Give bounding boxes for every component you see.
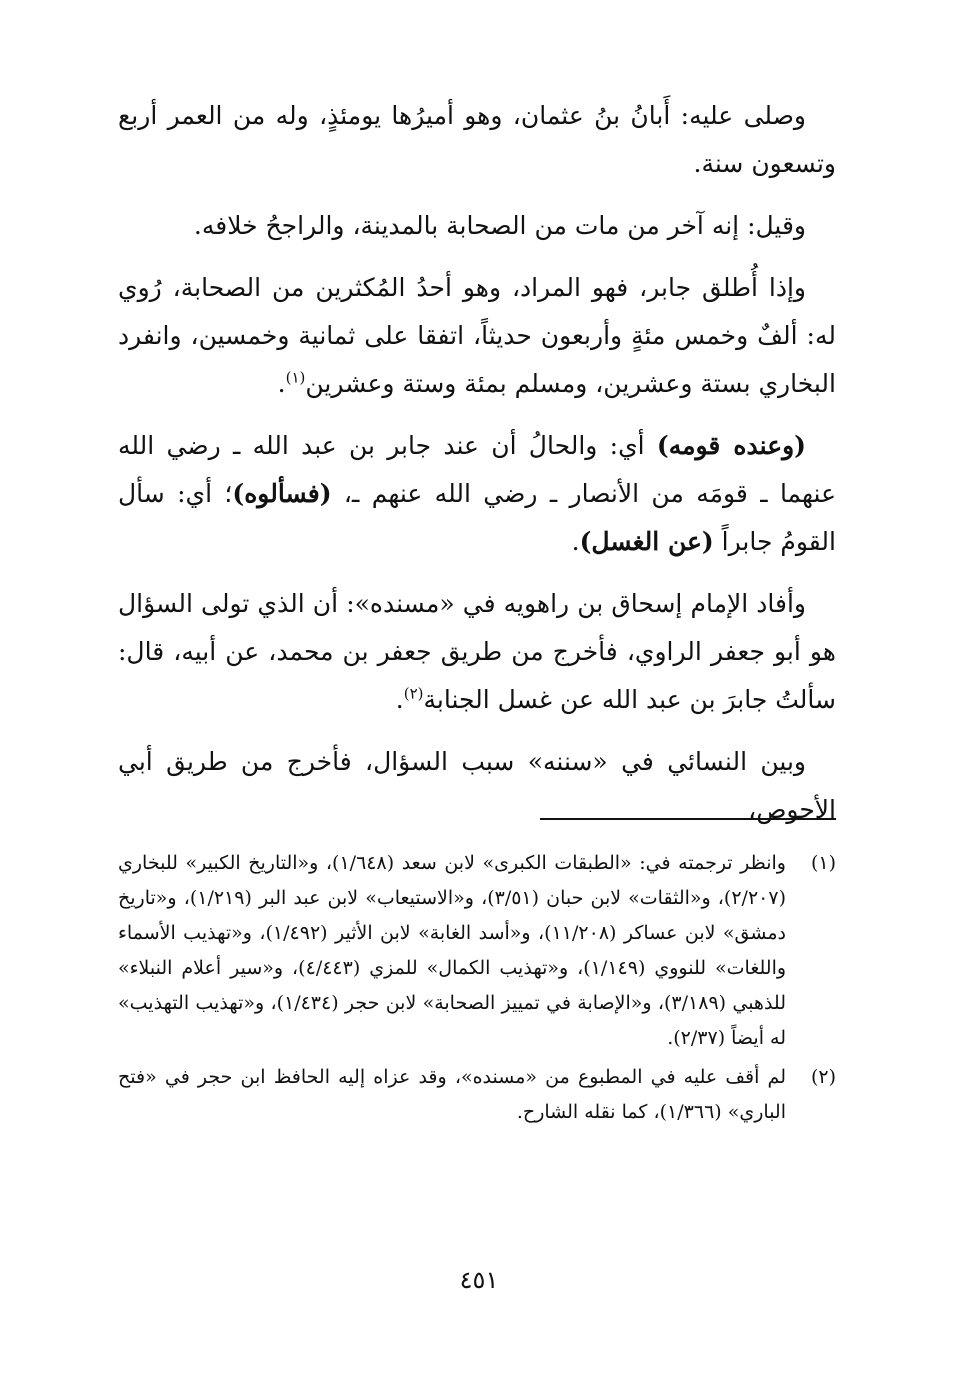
footnote-separator (540, 818, 836, 820)
paragraph-2-text: وقيل: إنه آخر من مات من الصحابة بالمدينة، والراجحُ خلافه. (193, 211, 806, 240)
footnote-1-number: (١) (810, 852, 836, 874)
main-text (118, 92, 836, 848)
paragraph-1 (118, 92, 836, 188)
paragraph-2 (118, 202, 836, 250)
paragraph-4 (118, 422, 836, 566)
footnote-ref-2[interactable]: (٢) (403, 684, 424, 703)
paragraph-1-text: وصلى عليه: أَبانُ بنُ عثمان، وهو أميرُها يومئذٍ، وله من العمر أربع وتسعون سنة. (118, 101, 836, 178)
footnote-2-number: (٢) (810, 1066, 836, 1088)
paragraph-3-end: . (277, 369, 286, 398)
paragraph-3-text: وإذا أُطلق جابر، فهو المراد، وهو أحدُ المُكثرين من الصحابة، رُوي له: ألفٌ وخمس مئةٍ وأربعون حديثاً، اتفقا على ثمانية وخمسين، وانفرد البخاري بستة وعشرين، ومسلم بمئة وستة وعشرين (118, 273, 836, 398)
paragraph-4-text-2: ؛ أي: سأل القومُ جابراً (118, 479, 836, 556)
paragraph-5 (118, 580, 836, 724)
paragraph-3 (118, 264, 836, 408)
bold-phrase-2: (فسألوه) (232, 479, 332, 508)
footnote-ref-1[interactable]: (١) (285, 368, 306, 387)
footnote-1 (118, 846, 836, 1056)
footnotes (118, 846, 836, 1134)
bold-phrase-3: (عن الغسل) (579, 527, 714, 556)
footnote-2-text: لم أقف عليه في المطبوع من «مسنده»، وقد عزاه إليه الحافظ ابن حجر في «فتح الباري» (١/٣٦٦)، كما نقله الشارح. (118, 1066, 786, 1123)
paragraph-5-text: وأفاد الإمام إسحاق بن راهويه في «مسنده»: أن الذي تولى السؤال هو أبو جعفر الراوي، فأخرج من طريق جعفر بن محمد، عن أبيه، قال: سألتُ جابرَ بن عبد الله عن غسل الجنابة (118, 589, 836, 714)
paragraph-4-text-1: أي: والحالُ أن عند جابر بن عبد الله ـ رضي الله عنهما ـ قومَه من الأنصار ـ رضي الله عنهم ـ، (118, 431, 836, 508)
paragraph-5-end: . (395, 685, 404, 714)
page-number: ٤٥١ (459, 1266, 499, 1294)
paragraph-4-end: . (571, 527, 580, 556)
footnote-1-text: وانظر ترجمته في: «الطبقات الكبرى» لابن سعد (١/٦٤٨)، و«التاريخ الكبير» للبخاري (٢/٢٠٧)، و«الثقات» لابن حبان (٣/٥١)، و«الاستيعاب» لابن عبد البر (١/٢١٩)، و«تاريخ دمشق» لابن عساكر (١١/٢٠٨)، و«أسد الغابة» لابن الأثير (١/٤٩٢)، و«تهذيب الأسماء واللغات» للنووي (١/١٤٩)، و«تهذيب الكمال» للمزي (٤/٤٤٣)، و«سير أعلام النبلاء» للذهبي (٣/١٨٩)، و«الإصابة في تمييز الصحابة» لابن حجر (١/٤٣٤)، و«تهذيب التهذيب» له أيضاً (٢/٣٧). (118, 852, 787, 1049)
bold-phrase-1: (وعنده قومه) (656, 431, 807, 460)
paragraph-6-text: وبين النسائي في «سننه» سبب السؤال، فأخرج من طريق أبي الأحوص، (118, 747, 836, 824)
footnote-2 (118, 1060, 836, 1130)
